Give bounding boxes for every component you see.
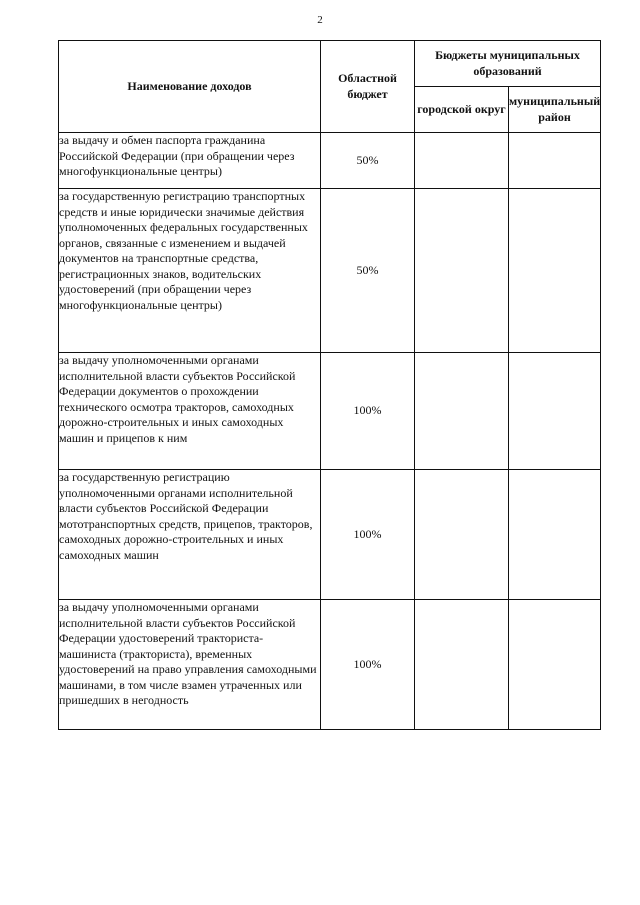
municipal-district-cell — [509, 133, 601, 189]
table-row — [59, 470, 601, 600]
header-revenue-name: Наименование доходов — [59, 41, 321, 133]
city-district-cell — [415, 353, 509, 470]
header-municipal-budgets: Бюджеты муниципальных образований — [415, 41, 601, 87]
regional-share-cell: 50% — [321, 189, 415, 353]
revenue-name-cell: за государственную регистрацию транспортных средств и иные юридически значимые действия уполномоченных федеральных государственных органов, связанные с изменением и выдачей документов на транспортные средства, регистрационных знаков, водительских удостоверений (при обращении через многофункциональные центры) — [59, 189, 321, 353]
table-row — [59, 353, 601, 470]
city-district-cell — [415, 470, 509, 600]
revenue-name-cell: за выдачу уполномоченными органами исполнительной власти субъектов Российской Федерации удостоверений тракториста-машиниста (тракториста), временных удостоверений на право управления самоходными машинами, в том числе взамен утраченных или пришедших в негодность — [59, 600, 321, 730]
header-regional-budget: Областной бюджет — [321, 41, 415, 133]
city-district-cell — [415, 600, 509, 730]
regional-share-cell: 100% — [321, 600, 415, 730]
municipal-district-cell — [509, 600, 601, 730]
revenue-name-cell: за выдачу уполномоченными органами исполнительной власти субъектов Российской Федерации документов о прохождении технического осмотра тракторов, самоходных дорожно-строительных и иных самоходных машин и прицепов к ним — [59, 353, 321, 470]
regional-share-cell: 100% — [321, 353, 415, 470]
regional-share-cell: 100% — [321, 470, 415, 600]
table-row — [59, 600, 601, 730]
page-number: 2 — [317, 14, 323, 26]
municipal-district-cell — [509, 353, 601, 470]
header-municipal-district: муниципальный район — [509, 87, 601, 133]
table-row — [59, 133, 601, 189]
city-district-cell — [415, 133, 509, 189]
revenue-name-cell: за выдачу и обмен паспорта гражданина Российской Федерации (при обращении через многофункциональные центры) — [59, 133, 321, 189]
municipal-district-cell — [509, 189, 601, 353]
municipal-district-cell — [509, 470, 601, 600]
city-district-cell — [415, 189, 509, 353]
revenue-name-cell: за государственную регистрацию уполномоченными органами исполнительной власти субъектов Российской Федерации мототранспортных средств, прицепов, тракторов, самоходных дорожно-строительных и иных самоходных машин — [59, 470, 321, 600]
revenue-table — [58, 40, 601, 730]
regional-share-cell: 50% — [321, 133, 415, 189]
table-row — [59, 189, 601, 353]
header-city-district: городской округ — [415, 87, 509, 133]
